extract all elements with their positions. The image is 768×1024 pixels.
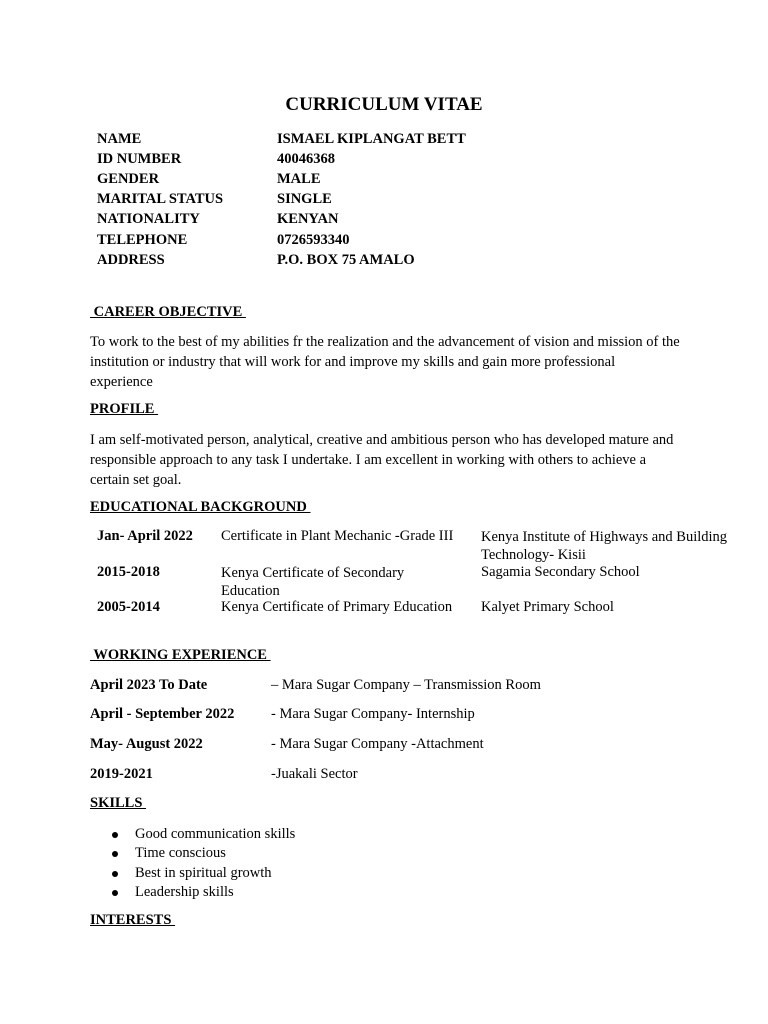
id-number-label: ID NUMBER — [97, 151, 182, 167]
gender-value: MALE — [277, 171, 321, 187]
list-item — [112, 844, 295, 863]
experience-period: May- August 2022 — [90, 736, 203, 752]
address-label: ADDRESS — [97, 252, 165, 268]
nationality-value: KENYAN — [277, 211, 339, 227]
name-label: NAME — [97, 131, 142, 147]
interests-heading: INTERESTS — [90, 912, 176, 928]
skill-text: Time conscious — [135, 845, 226, 862]
gender-label: GENDER — [97, 171, 160, 187]
experience-period: 2019-2021 — [90, 766, 153, 782]
profile-text: I am self-motivated person, analytical, creative and ambitious person who has developed mature and responsible approach to any task I undertake. I am excellent in working with others to achieve a certain set goal. — [90, 432, 674, 488]
marital-status-label: MARITAL STATUS — [97, 191, 224, 207]
id-number-value: 40046368 — [277, 151, 335, 167]
experience-detail: -Juakali Sector — [271, 766, 358, 782]
address-value: P.O. BOX 75 AMALO — [277, 252, 415, 268]
bullet-icon — [112, 851, 118, 857]
profile-heading: PROFILE — [90, 401, 159, 417]
skills-heading: SKILLS — [90, 795, 147, 811]
education-institution: Sagamia Secondary School — [481, 564, 640, 580]
skills-list — [112, 825, 295, 902]
telephone-value: 0726593340 — [277, 232, 350, 248]
name-value: ISMAEL KIPLANGAT BETT — [277, 131, 466, 147]
bullet-icon — [112, 871, 118, 877]
document-title: CURRICULUM VITAE — [285, 94, 483, 115]
list-item — [112, 825, 295, 844]
telephone-label: TELEPHONE — [97, 232, 188, 248]
education-period: 2015-2018 — [97, 564, 160, 580]
working-experience-heading: WORKING EXPERIENCE — [90, 647, 271, 663]
education-period: 2005-2014 — [97, 599, 160, 615]
experience-detail: - Mara Sugar Company- Internship — [271, 706, 475, 722]
bullet-icon — [112, 832, 118, 838]
education-institution: Kalyet Primary School — [481, 599, 614, 615]
education-period: Jan- April 2022 — [97, 528, 193, 544]
experience-detail: – Mara Sugar Company – Transmission Room — [271, 677, 541, 693]
skill-text: Leadership skills — [135, 883, 234, 900]
skill-text: Good communication skills — [135, 826, 296, 842]
list-item — [112, 864, 295, 883]
education-qualification: Certificate in Plant Mechanic -Grade III — [221, 528, 454, 544]
education-heading: EDUCATIONAL BACKGROUND — [90, 499, 311, 515]
experience-period: April 2023 To Date — [90, 677, 208, 693]
marital-status-value: SINGLE — [277, 191, 332, 207]
education-institution: Kenya Institute of Highways and Building Technology- Kisii — [481, 529, 728, 563]
bullet-icon — [112, 890, 118, 896]
education-qualification: Kenya Certificate of Primary Education — [221, 599, 453, 615]
career-objective-text: To work to the best of my abilities fr the realization and the advancement of vision and mission of the institution or industry that will work for and improve my skills and gain more professional experience — [90, 334, 680, 390]
skill-text: Best in spiritual growth — [135, 864, 272, 881]
nationality-label: NATIONALITY — [97, 211, 200, 227]
list-item — [112, 883, 295, 902]
experience-detail: - Mara Sugar Company -Attachment — [271, 736, 484, 752]
education-qualification: Kenya Certificate of Secondary Education — [221, 565, 405, 599]
career-objective-heading: CAREER OBJECTIVE — [90, 304, 246, 320]
experience-period: April - September 2022 — [90, 706, 235, 722]
